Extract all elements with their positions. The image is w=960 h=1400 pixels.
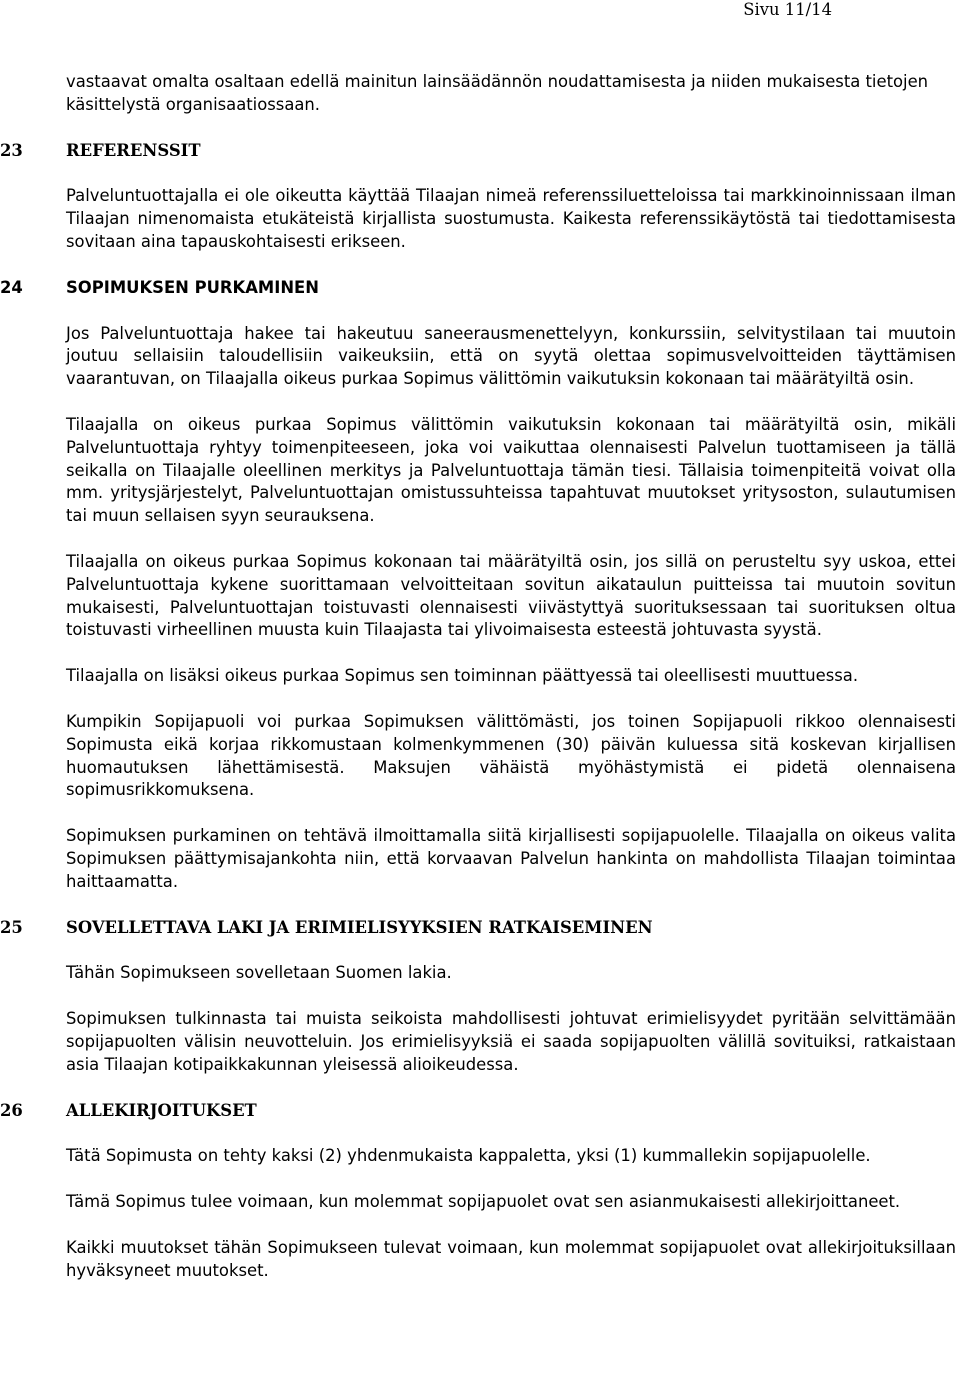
document-body xyxy=(0,71,956,1282)
section-paragraph: Palveluntuottajalla ei ole oikeutta käyttää Tilaajan nimeä referenssiluetteloissa tai markkinoinnissaan ilman Tilaajan nimenomaista etukäteistä kirjallista suostumusta. Kaikesta referenssikäytöstä tai tiedottamisesta sovitaan aina tapauskohtaisesti erikseen. xyxy=(66,186,956,251)
section-paragraph: Sopimuksen tulkinnasta tai muista seikoista mahdollisesti johtuvat erimielisyydet pyritään selvittämään sopijapuolten välisin neuvotteluin. Jos erimielisyyksiä ei saada sopijapuolten välillä sovituiksi, ratkaistaan asia Tilaajan kotipaikkakunnan yleisessä alioikeudessa. xyxy=(66,1009,956,1074)
section-title: ALLEKIRJOITUKSET xyxy=(66,1100,257,1120)
section-paragraph: Jos Palveluntuottaja hakee tai hakeutuu saneerausmenettelyyn, konkurssiin, selvitystilaan tai muutoin joutuu sellaisiin taloudellisiin vaikeuksiin, että on syytä olettaa sopimusvelvoitteiden täyttämisen vaarantuvan, on Tilaajalla oikeus purkaa Sopimus välittömin vaikutuksin kokonaan tai määrätyiltä osin. xyxy=(66,323,956,389)
section-heading-25 xyxy=(0,917,956,940)
intro-paragraph: vastaavat omalta osaltaan edellä mainitun lainsäädännön noudattamisesta ja niiden mukaisesta tietojen käsittelystä organisaatiossaan. xyxy=(66,72,929,114)
section-number: 26 xyxy=(0,1100,23,1120)
section-title: REFERENSSIT xyxy=(66,140,201,160)
section-paragraph: Tilaajalla on oikeus purkaa Sopimus kokonaan tai määrätyiltä osin, jos sillä on perusteltu syy uskoa, ettei Palveluntuottaja kykene suorittamaan velvoitteitaan sovitun aikataulun puitteissa tai muutoin sovitun mukaisesti, Palveluntuottajan toistuvasti olennaisesti viivästyttyä suorituksessaan tai suorituksen oltua toistuvasti virheellinen muusta kuin Tilaajasta tai ylivoimaisesta esteestä johtuvasta syystä. xyxy=(66,551,956,640)
section-heading-26 xyxy=(0,1100,956,1123)
section-paragraph: Tätä Sopimusta on tehty kaksi (2) yhdenmukaista kappaletta, yksi (1) kummallekin sopijapuolelle. xyxy=(66,1146,871,1166)
section-title: SOVELLETTAVA LAKI JA ERIMIELISYYKSIEN RATKAISEMINEN xyxy=(66,917,653,937)
section-paragraph: Kaikki muutokset tähän Sopimukseen tulevat voimaan, kun molemmat sopijapuolet ovat allekirjoituksillaan hyväksyneet muutokset. xyxy=(66,1237,956,1280)
section-number: 24 xyxy=(0,277,23,297)
section-paragraph: Tilaajalla on oikeus purkaa Sopimus välittömin vaikutuksin kokonaan tai määrätyiltä osin, mikäli Palveluntuottaja ryhtyy toimenpiteeseen, joka voi vaikuttaa olennaisesti Palvelun tuottamiseen ja tällä seikalla on Tilaajalle oleellinen merkitys ja Palveluntuottaja tämän tiesi. Tällaisia toimenpiteitä voivat olla mm. yritysjärjestelyt, Palveluntuottajan omistussuhteissa tapahtuvat muutokset yritysoston, sulautumisen tai muun sellaisen syyn seurauksena. xyxy=(66,414,956,526)
section-heading-23 xyxy=(0,140,956,163)
section-heading-24 xyxy=(0,277,956,300)
section-paragraph: Tilaajalla on lisäksi oikeus purkaa Sopimus sen toiminnan päättyessä tai oleellisesti muuttuessa. xyxy=(66,666,859,686)
section-paragraph: Tämä Sopimus tulee voimaan, kun molemmat sopijapuolet ovat sen asianmukaisesti allekirjoittaneet. xyxy=(66,1192,901,1212)
section-paragraph: Kumpikin Sopijapuoli voi purkaa Sopimuksen välittömästi, jos toinen Sopijapuoli rikkoo olennaisesti Sopimusta eikä korjaa rikkomustaan kolmenkymmenen (30) päivän kuluessa sitä koskevan kirjallisen huomautuksen lähettämisestä. Maksujen vähäistä myöhästymistä ei pidetä olennaisena sopimusrikkomuksena. xyxy=(66,711,956,800)
section-paragraph: Tähän Sopimukseen sovelletaan Suomen lakia. xyxy=(66,963,452,983)
section-number: 25 xyxy=(0,917,23,937)
section-title: SOPIMUKSEN PURKAMINEN xyxy=(66,277,319,297)
section-number: 23 xyxy=(0,140,23,160)
page-number: Sivu 11/14 xyxy=(743,0,832,19)
section-paragraph: Sopimuksen purkaminen on tehtävä ilmoittamalla siitä kirjallisesti sopijapuolelle. Tilaajalla on oikeus valita Sopimuksen päättymisajankohta niin, että korvaavan Palvelun hankinta on mahdollista Tilaajan toimintaa haittaamatta. xyxy=(66,826,956,891)
